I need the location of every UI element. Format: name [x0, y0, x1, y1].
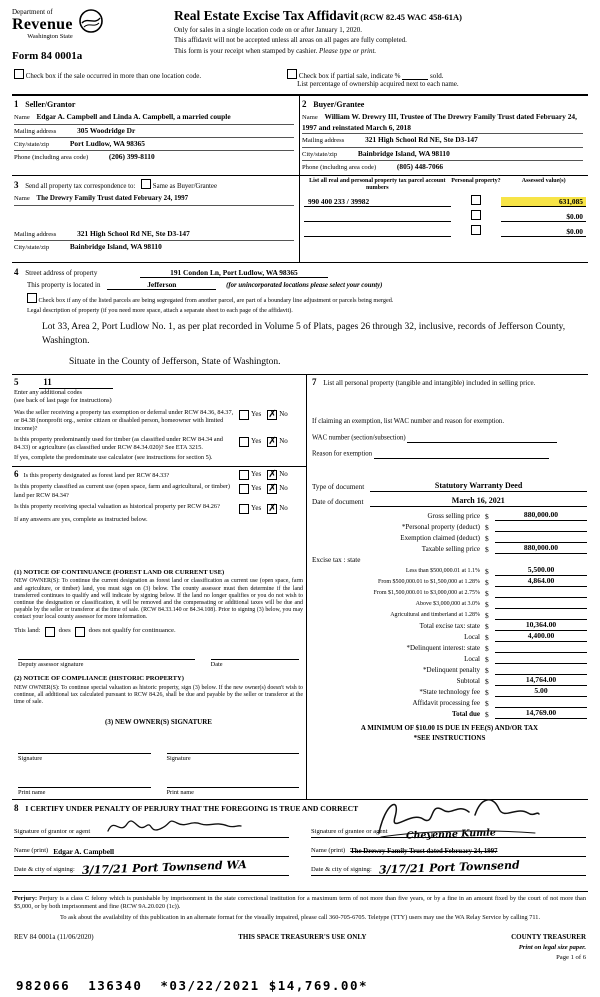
tax-row-label: Exemption claimed (deduct) — [400, 534, 480, 543]
new-owner-signature-field-1[interactable] — [18, 743, 151, 754]
parcel-account-number[interactable] — [304, 221, 451, 222]
tax-row — [312, 620, 587, 631]
additional-codes-label: Enter any additional codes — [14, 389, 82, 397]
tax-row — [312, 554, 587, 565]
tax-row-label: Taxable selling price — [421, 545, 480, 554]
section-6-number: 6 — [14, 468, 19, 479]
dollar-sign: $ — [485, 577, 489, 587]
land-does-checkbox[interactable] — [45, 627, 55, 637]
personal-property-header: Personal property? — [451, 178, 501, 185]
page-number: Page 1 of 6 — [556, 953, 586, 961]
county-treasurer-label: COUNTY TREASURER — [511, 932, 586, 941]
dollar-sign: $ — [485, 665, 489, 675]
tax-row — [312, 510, 587, 521]
section-2-buyer: 2 Buyer/Grantee Name William W. Drewry III, Trustee of The Drewry Family Trust dated February 24, 1997 and reinstated March 6, 2018 Mailing address 321 High School Rd NE, Ste D3-147 City/state/zip Bainbridge Island, WA 98110 Phone (including area code) (805) 448-7066 — [300, 96, 588, 175]
rev-number: REV 84 0001a (11/06/2020) — [14, 932, 94, 941]
seller-phone[interactable]: (206) 399-8110 — [108, 152, 155, 162]
seller-city-state-zip[interactable]: Port Ludlow, WA 98365 — [69, 138, 145, 148]
tax-row-label: From $500,000.01 to $1,500,000 at 1.28% — [378, 579, 480, 586]
title-block — [162, 8, 588, 64]
s5q1-yes-checkbox[interactable] — [239, 410, 249, 420]
tax-row-value[interactable] — [495, 531, 587, 532]
dollar-sign: $ — [485, 687, 489, 697]
land-does-not-checkbox[interactable] — [75, 627, 85, 637]
tax-row — [312, 697, 587, 708]
dollar-sign: $ — [485, 654, 489, 664]
wac-number-label: WAC number (section/subsection) — [312, 434, 406, 442]
section-3-correspondence: 3 Send all property tax correspondence to: Same as Buyer/Grantee Name The Drewry Family Trust dated February 24, 1997 Mailing address 321 High School Rd NE, Ste D3-147 City/state/zip Bainbridge Island, WA 98110 — [12, 176, 300, 262]
tax-row-value[interactable] — [495, 663, 587, 664]
deputy-date-label: Date — [210, 660, 223, 668]
tax-row-label: Local — [464, 655, 480, 664]
tax-row-value[interactable]: 4,400.00 — [495, 631, 587, 641]
legal-size-note: Print on legal size paper. — [518, 944, 586, 952]
notice-continuance-text: NEW OWNER(S): To continue the current designation as forest land or classification as current use (open space, farm and agriculture, or timber) land, you must sign on (3) below. The county assessor must then determine if the land transferred continues to qualify and will indicate by signing below. If the land no longer qualifies or you do not wish to continue the designation or classification, it will be removed and the compensating or additional taxes will be due and payable by the seller or transferor at the time of sale. (RCW 84.33.140 or 84.34.108). Prior to signing (3) below, you may contact your local county assessor for more information. — [14, 578, 303, 621]
tax-row — [312, 565, 587, 576]
type-of-document[interactable]: Statutory Warranty Deed — [370, 481, 587, 492]
situate-statement[interactable]: Situate in the County of Jefferson, State of Washington. — [69, 356, 281, 367]
tax-row-label: Gross selling price — [427, 512, 480, 521]
tax-row-label: Total excise tax: state — [419, 622, 480, 631]
grantee-signature-block: Signature of grantee or agent Name (print) The Drewry Family Trust dated February 24, 1997 Cheyenne Kumle Date & city of signing: 3/17/21 Port Townsend — [311, 819, 586, 876]
buyer-phone[interactable]: (805) 448-7066 — [396, 161, 444, 171]
header-left — [12, 8, 162, 64]
correspondence-city-state-zip[interactable]: Bainbridge Island, WA 98110 — [69, 241, 162, 251]
tax-row-value[interactable]: 5,500.00 — [495, 565, 587, 575]
grantee-name-handwriting[interactable]: Cheyenne Kumle — [405, 827, 497, 842]
new-owner-print-name-field-1[interactable] — [18, 777, 151, 788]
grantee-signature[interactable] — [371, 789, 541, 841]
partial-sale-checkbox[interactable] — [287, 69, 297, 79]
personal-property-checkbox[interactable] — [471, 195, 481, 205]
dollar-sign: $ — [485, 643, 489, 653]
tax-row — [312, 675, 587, 686]
dollar-sign: $ — [485, 610, 489, 620]
perjury-lead: Perjury: — [14, 894, 38, 902]
header-note-1: Only for sales in a single location code on or after January 1, 2020. — [174, 25, 362, 34]
reason-for-exemption-label: Reason for exemption — [312, 450, 373, 458]
section-7-number: 7 — [312, 376, 317, 387]
personal-property-checkbox[interactable] — [471, 210, 481, 220]
s6q2-no-checkbox[interactable] — [267, 484, 277, 494]
section-1-seller: 1 Seller/Grantor Name Edgar A. Campbell and Linda A. Campbell, a married couple Mailing address 305 Woodridge Dr City/state/zip Port Ludlow, WA 98365 Phone (including area code) (206) 399-8110 — [12, 96, 300, 175]
wac-number-field[interactable] — [407, 434, 557, 443]
tax-row-value[interactable] — [495, 608, 587, 609]
seller-mailing-address[interactable]: 305 Woodridge Dr — [77, 125, 136, 135]
dollar-sign: $ — [485, 676, 489, 686]
dollar-sign: $ — [485, 522, 489, 532]
tax-row — [312, 587, 587, 598]
segregated-label: Check box if any of the listed parcels are being segregated from another parcel, are part of a boundary line adjustment or parcels being merged. — [38, 296, 394, 304]
this-land-label: This land: — [14, 627, 41, 635]
deputy-date-field[interactable] — [211, 649, 299, 660]
grantor-name-print[interactable]: Edgar A. Campbell — [53, 846, 115, 856]
s6-question-1: Is this property designated as forest land per RCW 84.33? — [23, 471, 170, 479]
section-5: 5 11 Enter any additional codes (see back of last page for instructions) Was the seller receiving a property tax exemption or deferral under RCW 84.36, 84.37, or 84.38 (nonprofit org., senior citizen or disabled person, homeowner with limited income)? Yes ✗ No Is this property predominantly used for timber (as classified under RCW 84.34 and 84.33) or agriculture (as classified under RCW 84.34.020)? See ETA 3215. Yes ✗ No If yes, complete the predominate use calculator (see instructions for section 5). — [12, 375, 306, 467]
parcel-account-number[interactable] — [304, 236, 451, 237]
personal-property-intro: List all personal property (tangible and intangible) included in selling price. — [323, 378, 536, 387]
page-title: Real Estate Excise Tax Affidavit — [174, 8, 359, 23]
correspondence-name[interactable]: The Drewry Family Trust dated February 24, 1997 — [36, 193, 189, 202]
alternate-format-note: To ask about the availability of this publication in an alternate format for the visually impaired, please call 360-705-6705. Teletype (TTY) users may use the WA Relay Service by calling 711. — [59, 914, 541, 922]
tax-row-label: Above $3,000,000 at 3.0% — [415, 601, 480, 608]
s6-question-2: Is this property classified as current use (open space, farm and agricultural, or timber) land per RCW 84.34? — [14, 483, 230, 499]
tax-row-label: Local — [464, 633, 480, 642]
tax-row-value[interactable]: 4,864.00 — [495, 576, 587, 586]
s6-instruction: If any answers are yes, complete as instructed below. — [14, 515, 148, 523]
dollar-sign: $ — [485, 511, 489, 521]
footer-row — [12, 923, 588, 942]
grantor-signature[interactable] — [104, 813, 244, 839]
tax-row-label: *Delinquent penalty — [423, 666, 480, 675]
tax-row-label: From $1,500,000.01 to $3,000,000 at 2.75% — [373, 590, 480, 597]
s5q2-no-checkbox[interactable] — [267, 437, 277, 447]
dollar-sign: $ — [485, 599, 489, 609]
treasurer-space-label: THIS SPACE TREASURER'S USE ONLY — [238, 932, 367, 941]
dollar-sign: $ — [485, 698, 489, 708]
buyer-mailing-address[interactable]: 321 High School Rd NE, Ste D3-147 — [365, 135, 478, 145]
tax-detail-section — [12, 375, 588, 800]
s5-question-1: Was the seller receiving a property tax exemption or deferral under RCW 84.36, 84.37, or 84.38 (nonprofit org., senior citizen or disabled person, homeowner with limited income)? — [14, 408, 234, 432]
same-as-buyer-checkbox[interactable] — [141, 179, 151, 189]
buyer-city-state-zip[interactable]: Bainbridge Island, WA 98110 — [357, 148, 450, 158]
parcel-account-number[interactable]: 990 400 233 / 39982 — [304, 197, 451, 207]
correspondence-mailing-address[interactable]: 321 High School Rd NE, Ste D3-147 — [77, 228, 190, 238]
seller-buyer-section — [12, 96, 588, 176]
tax-row — [312, 532, 587, 543]
legal-description-label: Legal description of property (if you need more space, attach a separate sheet to each page of the affidavit). — [27, 306, 293, 314]
correspondence-intro: Send all property tax correspondence to: — [25, 183, 136, 191]
seller-title: Seller/Grantor — [25, 100, 76, 110]
dollar-sign: $ — [485, 709, 489, 719]
dollar-sign: $ — [485, 632, 489, 642]
assessed-value[interactable]: $0.00 — [501, 212, 586, 222]
correspondence-parcels-section — [12, 176, 588, 263]
s5-question-2: Is this property predominantly used for timber (as classified under RCW 84.34 and 84.33) or agriculture (as classified under RCW 84.34.020)? See ETA 3215. — [14, 435, 223, 451]
partial-sale-label: Check box if partial sale, indicate % — [298, 71, 401, 80]
street-address[interactable]: 191 Condon Ln, Port Ludlow, WA 98365 — [140, 268, 328, 278]
tax-row — [312, 642, 587, 653]
perjury-text: Perjury is a class C felony which is punishable by imprisonment in the state correctional institution for a maximum term of not more than five years, or by a fine in an amount fixed by the court of not more than $5,000, or by both imprisonment and fine (RCW 9A.20.020 (1c)). — [14, 894, 586, 911]
tax-row — [312, 576, 587, 587]
tax-row-value[interactable]: 880,000.00 — [495, 510, 587, 520]
section-2-number: 2 — [302, 99, 307, 110]
parcel-table-header — [304, 178, 586, 192]
tax-row-label: *State technology fee — [419, 688, 480, 697]
header-note-3: This form is your receipt when stamped by cashier. Please type or print. — [174, 46, 377, 55]
s6q1-no-checkbox[interactable] — [267, 470, 277, 480]
section-3-number: 3 — [14, 180, 19, 191]
sections-5-6-column — [12, 375, 307, 799]
tax-row — [312, 664, 587, 675]
certify-statement: I CERTIFY UNDER PENALTY OF PERJURY THAT THE FOREGOING IS TRUE AND CORRECT — [25, 803, 359, 813]
title-rcw: (RCW 82.45 WAC 458-61A) — [360, 12, 462, 22]
date-of-document[interactable]: March 16, 2021 — [370, 496, 588, 507]
section-4-property — [12, 263, 588, 375]
predominate-use-note: If yes, complete the predominate use calculator (see instructions for section 5). — [14, 453, 213, 461]
located-note: (for unincorporated locations please select your county) — [226, 282, 383, 290]
tax-row-label: Less than $500,000.01 at 1.1% — [405, 568, 480, 575]
grantee-date-city-handwriting[interactable]: 3/17/21 Port Townsend — [378, 858, 520, 877]
dollar-sign: $ — [485, 566, 489, 576]
date-of-document-label: Date of document — [312, 497, 364, 506]
s5q2-yes-checkbox[interactable] — [239, 437, 249, 447]
parcel-table — [300, 176, 588, 262]
s6q3-yes-checkbox[interactable] — [239, 504, 249, 514]
tax-row-value[interactable]: 10,364.00 — [495, 620, 587, 630]
dollar-sign: $ — [485, 621, 489, 631]
see-instructions-note: *SEE INSTRUCTIONS — [413, 734, 486, 743]
parcel-accounts-header: List all real and personal property tax parcel account numbers — [309, 178, 446, 191]
tax-row-value[interactable] — [495, 652, 587, 653]
tax-row-value[interactable]: 880,000.00 — [495, 543, 587, 553]
dor-logo — [12, 8, 162, 41]
dollar-sign: $ — [485, 544, 489, 554]
s6-question-3: Is this property receiving special valuation as historical property per RCW 84.26? — [14, 502, 220, 510]
logo-dept-text: Department of — [12, 8, 53, 16]
tax-row — [312, 609, 587, 620]
legal-description[interactable]: Lot 33, Area 2, Port Ludlow No. 1, as per plat recorded in Volume 5 of Plats, pages 26 through 32, inclusive, records of Jefferson County, Washington. — [42, 322, 566, 346]
type-of-document-label: Type of document — [312, 482, 365, 491]
section-1-number: 1 — [14, 99, 19, 110]
located-label: This property is located in — [27, 281, 101, 290]
tax-row — [312, 653, 587, 664]
dollar-sign: $ — [485, 588, 489, 598]
multi-location-checkbox[interactable] — [14, 69, 24, 79]
s6q3-no-checkbox[interactable] — [267, 504, 277, 514]
tax-row — [312, 543, 587, 554]
treasurer-stamp: 982066 136340 *03/22/2021 $14,769.00* — [16, 977, 368, 993]
section-7-column — [307, 375, 588, 799]
located-county[interactable]: Jefferson — [107, 280, 216, 290]
personal-property-checkbox[interactable] — [471, 225, 481, 235]
tax-row — [312, 708, 587, 719]
form-number: Form 84 0001a — [12, 49, 83, 62]
grantor-signature-label: Signature of grantor or agent — [14, 827, 91, 835]
tax-row-label: Affidavit processing fee — [412, 699, 480, 708]
parcel-rows — [304, 192, 586, 237]
grantor-signature-block: Signature of grantor or agent Name (print) Edgar A. Campbell Date & city of signing: 3/17/21 Port Townsend WA — [14, 819, 289, 876]
tax-row-value[interactable] — [495, 597, 587, 598]
grantee-name-printed[interactable]: The Drewry Family Trust dated February 24, 1997 — [350, 847, 498, 855]
same-as-buyer-label: Same as Buyer/Grantee — [152, 183, 217, 191]
section-6: 6 Is this property designated as forest land per RCW 84.33? Yes ✗ No Is this property classified as current use (open space, farm and agricultural, or timber) land per RCW 84.34? Yes ✗ No Is this property receiving special valuation as historical property per RCW 84.26? Yes ✗ No If any answers are yes, complete as instructed below. (1) NOTICE OF CONTINUANCE (FOREST LAND OR CURRENT USE) NEW OWNER(S): To continue the current designation as forest land or classification as current use (open space, farm and agriculture, or timber) land, you must sign on (3) below. The county assessor must then determine if the land transferred continues to qualify and will indicate by signing below. If the land no longer qualifies or you do not wish to continue the designation or classification, it will be removed and the compensating or additional taxes will be due and payable by the seller or transferor at the time of sale. (RCW 84.33.140 or 84.34.108). Prior to signing (3) below, you may contact your local county assessor for more information. This land: does does not qualify for continuance. Deputy assessor signature Date (2) NOTICE OF COMPLIANCE (HISTORIC PROPERTY) NEW OWNER(S): To continue special valuation as historic property, sign (3) below. If the new owner(s) doesn't wish to continue, all additional tax calculated pursuant to RCW 84.26, shall be due and payable by the seller or transferor at the time of sale. (3) NEW OWNER(S) SIGNATURE Signature Signature Print name Print name — [12, 467, 306, 799]
new-owners-signature-title: (3) NEW OWNER(S) SIGNATURE — [105, 718, 212, 727]
dor-seal-icon — [78, 8, 104, 34]
tax-row-label: Excise tax : state — [312, 555, 361, 564]
section-8-certification — [12, 800, 588, 892]
minimum-fee-note: A MINIMUM OF $10.00 IS DUE IN FEE(S) AND/OR TAX — [360, 723, 539, 732]
exemption-intro: If claiming an exemption, list WAC number and reason for exemption. — [312, 418, 505, 426]
ownership-note: List percentage of ownership acquired next to each name. — [297, 80, 459, 89]
tax-row-label: *Delinquent interest: state — [406, 644, 480, 653]
new-owner-signature-field-2[interactable] — [167, 743, 300, 754]
section-4-number: 4 — [14, 267, 19, 278]
tax-row-label: Subtotal — [456, 677, 480, 686]
dollar-sign: $ — [485, 533, 489, 543]
buyer-name[interactable]: William W. Drewry III, Trustee of The Drewry Family Trust dated February 24, 1997 and reinstated March 6, 2018 — [302, 112, 577, 132]
parcel-row — [304, 222, 586, 237]
reason-for-exemption-field[interactable] — [374, 450, 549, 459]
partial-sale-percent-field[interactable] — [402, 71, 428, 80]
section-5-number: 5 — [14, 376, 19, 387]
grantee-signature-label: Signature of grantee or agent — [311, 827, 388, 835]
deputy-assessor-signature-field[interactable] — [18, 649, 195, 660]
tax-row-label: *Personal property (deduct) — [401, 523, 480, 532]
assessed-value[interactable]: $0.00 — [501, 227, 586, 237]
additional-codes-note: (see back of last page for instructions) — [14, 397, 112, 405]
header-note-2: This affidavit will not be accepted unless all areas on all pages are fully completed. — [174, 36, 407, 45]
assessed-value-header: Assessed value(s) — [521, 178, 566, 185]
tax-row — [312, 631, 587, 642]
buyer-title: Buyer/Grantee — [313, 100, 365, 110]
street-address-label: Street address of property — [25, 269, 98, 278]
tax-row — [312, 686, 587, 697]
logo-revenue-text: Revenue — [12, 15, 73, 33]
parcel-row — [304, 207, 586, 222]
new-owner-print-name-field-2[interactable] — [167, 777, 300, 788]
perjury-notice — [12, 892, 588, 912]
seller-name[interactable]: Edgar A. Campbell and Linda A. Campbell, a married couple — [36, 112, 231, 122]
header — [12, 8, 588, 64]
s6q2-yes-checkbox[interactable] — [239, 484, 249, 494]
tax-row — [312, 598, 587, 609]
tax-row-value[interactable]: 5.00 — [495, 686, 587, 696]
notice-compliance-title: (2) NOTICE OF COMPLIANCE (HISTORIC PROPERTY) — [14, 675, 184, 683]
section-8-number: 8 — [14, 802, 19, 813]
tax-row — [312, 521, 587, 532]
s5q1-no-checkbox[interactable] — [267, 410, 277, 420]
multi-location-label: Check box if the sale occurred in more than one location code. — [25, 71, 202, 80]
excise-tax-table — [312, 510, 587, 719]
deputy-assessor-signature-label: Deputy assessor signature — [18, 660, 84, 668]
notice-continuance-title: (1) NOTICE OF CONTINUANCE (FOREST LAND OR CURRENT USE) — [14, 569, 225, 577]
segregated-checkbox[interactable] — [27, 293, 37, 303]
tax-row-label: Total due — [452, 710, 480, 719]
grantor-date-city-handwriting[interactable]: 3/17/21 Port Townsend WA — [81, 858, 247, 878]
tax-row-label: Agricultural and timberland at 1.28% — [390, 612, 480, 619]
header-checkboxes: Check box if the sale occurred in more than one location code. Check box if partial sale, indicate % sold. List percentage of ownership acquired next to each name. — [12, 69, 588, 97]
tax-row-value[interactable]: 14,764.00 — [495, 675, 587, 685]
s6q1-yes-checkbox[interactable] — [239, 470, 249, 480]
tax-row-value[interactable]: 14,769.00 — [495, 708, 587, 718]
notice-compliance-text: NEW OWNER(S): To continue special valuation as historic property, sign (3) below. If the new owner(s) doesn't wish to continue, all additional tax calculated pursuant to RCW 84.26, shall be due and payable by the seller or transferor at the time of sale. — [14, 684, 303, 706]
logo-state-text: Washington State — [27, 32, 73, 40]
parcel-row — [304, 192, 586, 207]
location-code[interactable]: 11 — [39, 377, 113, 389]
assessed-value[interactable]: 631,085 — [501, 197, 586, 207]
